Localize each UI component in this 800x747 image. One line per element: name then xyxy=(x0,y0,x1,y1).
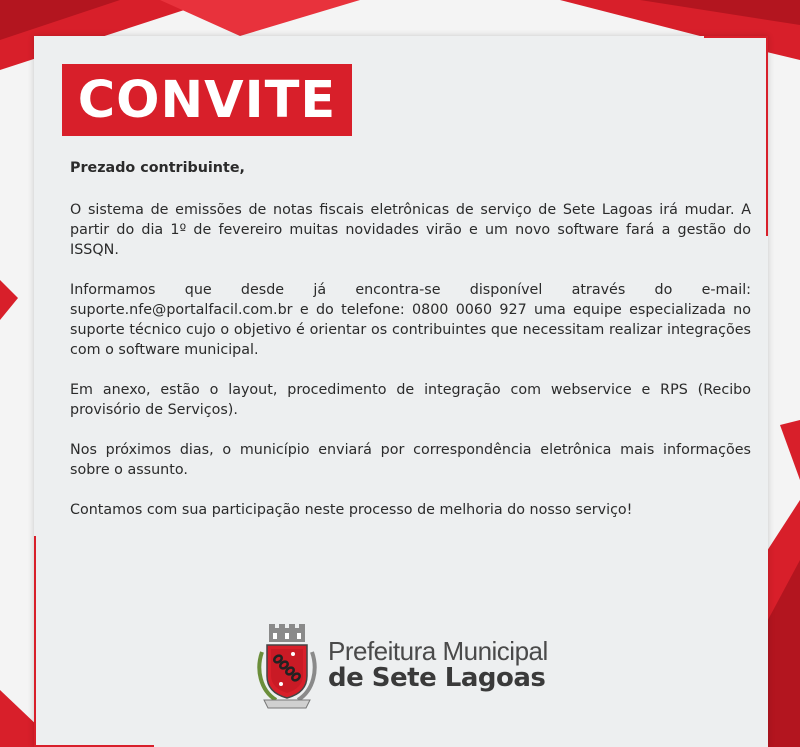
paragraph-support-contact: Informamos que desde já encontra-se disponível através do e-mail: suporte.nfe@portalfacil.com.br e do telefone: 0800 0060 927 uma equipe especializada no suporte técnico cujo o objetivo é orientar os contribuintes que necessitam realizar integrações com o software municipal. xyxy=(70,282,751,358)
letter-body xyxy=(70,158,751,520)
paragraph-attachments: Em anexo, estão o layout, procedimento de integração com webservice e RPS (Recibo provisório de Serviços). xyxy=(70,382,751,418)
municipality-logo xyxy=(256,624,546,710)
page-title: CONVITE xyxy=(77,70,337,130)
closing-line: Contamos com sua participação neste processo de melhoria do nosso serviço! xyxy=(70,502,633,518)
title-banner xyxy=(62,64,352,136)
paragraph-next-days: Nos próximos dias, o município enviará por correspondência eletrônica mais informações sobre o assunto. xyxy=(70,442,751,478)
logo-line-prefeitura: Prefeitura Municipal xyxy=(328,636,548,666)
city-coat-of-arms-icon xyxy=(256,624,318,710)
logo-line-city: de Sete Lagoas xyxy=(328,663,546,693)
greeting: Prezado contribuinte, xyxy=(70,160,245,176)
paragraph-system-change: O sistema de emissões de notas fiscais eletrônicas de serviço de Sete Lagoas irá mudar. A partir do dia 1º de fevereiro muitas novidades virão e um novo software fará a gestão do ISSQN. xyxy=(70,202,751,258)
